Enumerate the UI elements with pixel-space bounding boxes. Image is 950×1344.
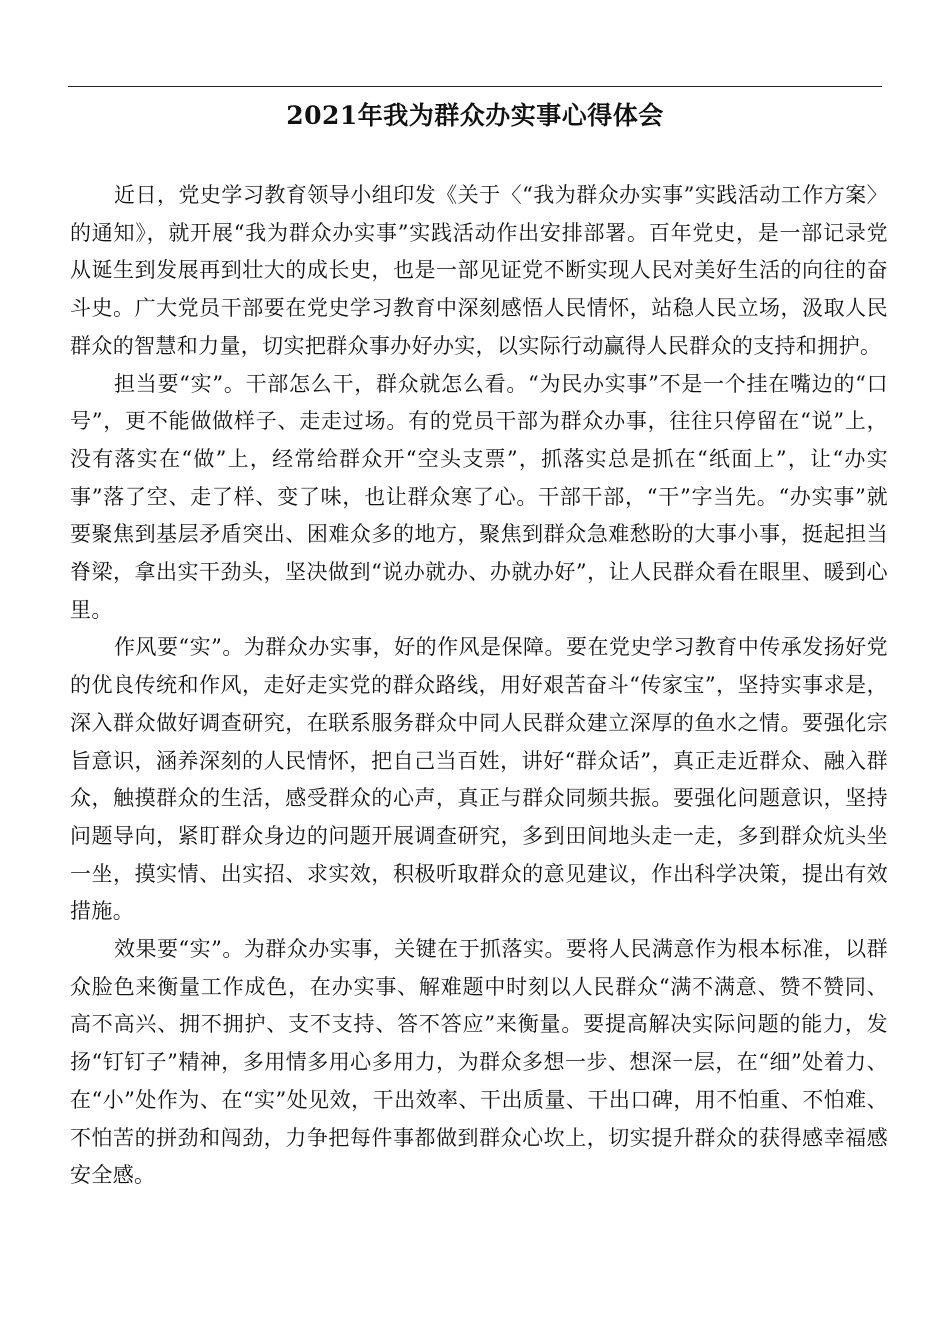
paragraph-intro: 近日，党史学习教育领导小组印发《关于〈“我为群众办实事”实践活动工作方案〉的通知》，就开展“我为群众办实事”实践活动作出安排部署。百年党史，是一部记录党从诞生到发展再到壮大的成长史，也是一部见证党不断实现人民对美好生活的向往的奋斗史。广大党员干部要在党史学习教育中深刻感悟人民情怀，站稳人民立场，汲取人民群众的智慧和力量，切实把群众事办好办实，以实际行动赢得人民群众的支持和拥护。 <box>70 183 888 358</box>
header-rule <box>68 86 882 87</box>
paragraph-work-style: 作风要“实”。为群众办实事，好的作风是保障。要在党史学习教育中传承发扬好党的优良传统和作风，走好走实党的群众路线，用好艰苦奋斗“传家宝”，坚持实事求是，深入群众做好调查研究，在联系服务群众中同人民群众建立深厚的鱼水之情。要强化宗旨意识，涵养深刻的人民情怀，把自己当百姓，讲好“群众话”，真正走近群众、融入群众，触摸群众的生活，感受群众的心声，真正与群众同频共振。要强化问题意识，坚持问题导向，紧盯群众身边的问题开展调查研究，多到田间地头走一走，多到群众炕头坐一坐，摸实情、出实招、求实效，积极听取群众的意见建议，作出科学决策，提出有效措施。 <box>70 635 888 924</box>
paragraph-responsibility: 担当要“实”。干部怎么干，群众就怎么看。“为民办实事”不是一个挂在嘴边的“口号”，更不能做做样子、走走过场。有的党员干部为群众办事，往往只停留在“说”上，没有落实在“做”上，经常给群众开“空头支票”，抓落实总是抓在“纸面上”，让“办实事”落了空、走了样、变了味，也让群众寒了心。干部干部，“干”字当先。“办实事”就要聚焦到基层矛盾突出、困难众多的地方，聚焦到群众急难愁盼的大事小事，挺起担当脊梁，拿出实干劲头，坚决做到“说办就办、办就办好”，让人民群众看在眼里、暖到心里。 <box>70 371 888 622</box>
paragraph-results: 效果要“实”。为群众办实事，关键在于抓落实。要将人民满意作为根本标准，以群众脸色来衡量工作成色，在办实事、解难题中时刻以人民群众“满不满意、赞不赞同、高不高兴、拥不拥护、支不支持、答不答应”来衡量。要提高解决实际问题的能力，发扬“钉钉子”精神，多用情多用心多用力，为群众多想一步、想深一层，在“细”处着力、在“小”处作为、在“实”处见效，干出效率、干出质量、干出口碑，用不怕重、不怕难、不怕苦的拼劲和闯劲，力争把每件事都做到群众心坎上，切实提升群众的获得感幸福感安全感。 <box>70 937 888 1188</box>
document-title: 2021年我为群众办实事心得体会 <box>286 101 664 130</box>
document-body <box>70 177 888 1195</box>
